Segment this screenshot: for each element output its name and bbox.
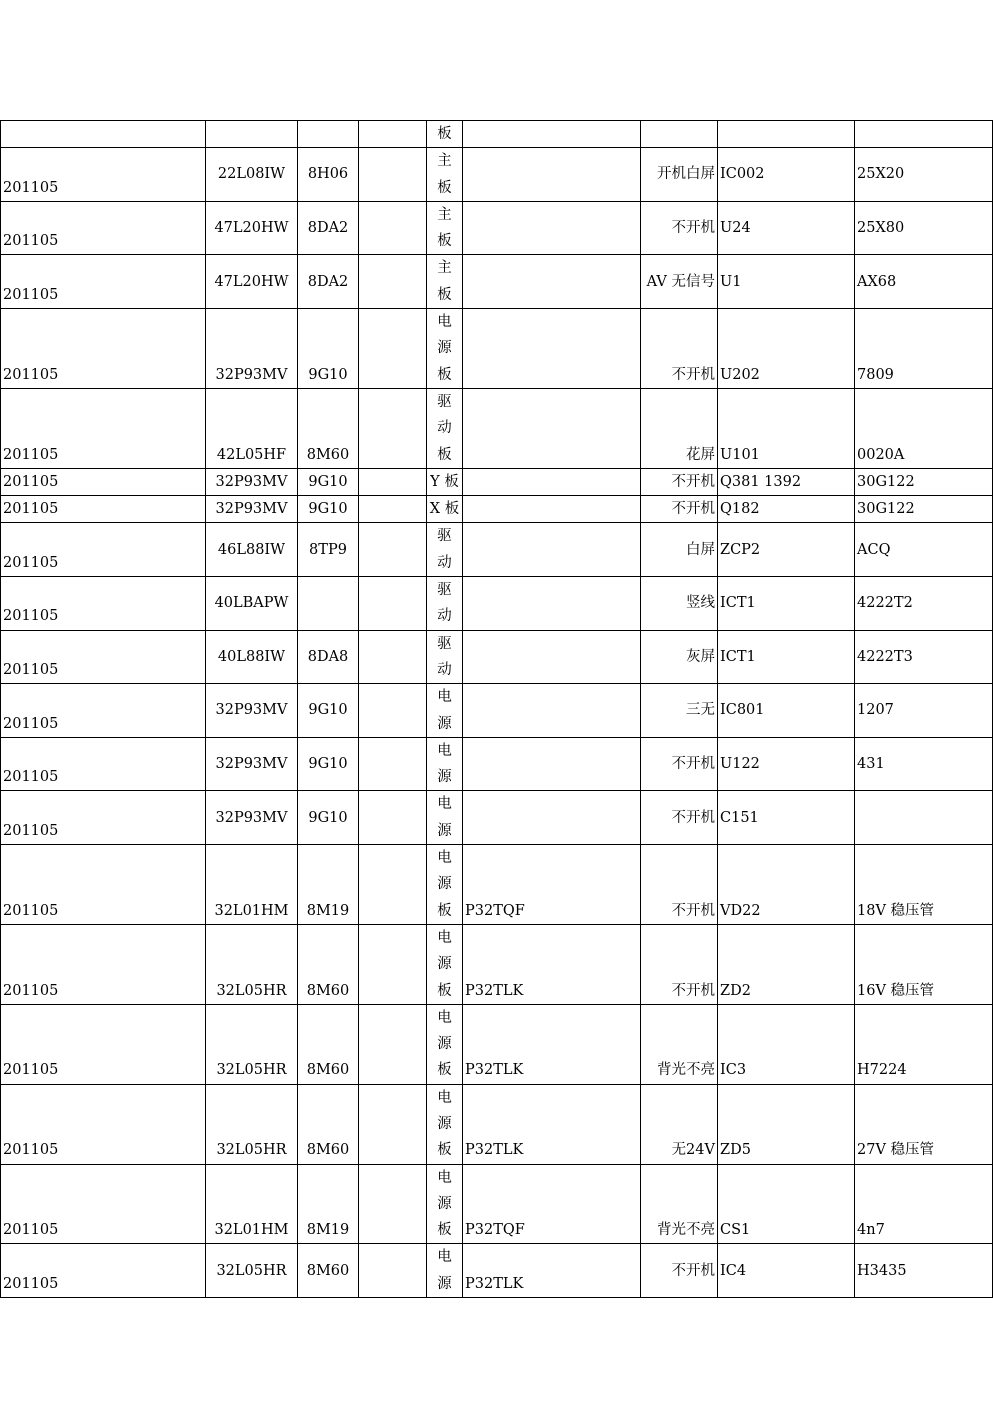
board-cell: [427, 791, 463, 845]
blank-cell: [359, 496, 427, 523]
spec-cell: [855, 121, 993, 148]
repair-record-table: [0, 120, 993, 1298]
spec-cell: 25X80: [855, 201, 993, 255]
spec-cell: 4n7: [855, 1164, 993, 1244]
board-code-cell: [463, 148, 641, 202]
board-char: 源: [437, 1115, 452, 1132]
date-cell: [1, 121, 206, 148]
table-body: [1, 121, 993, 1298]
fault-cell: 不开机: [641, 737, 718, 791]
board-char: 动: [437, 420, 452, 437]
board-cell: [427, 201, 463, 255]
part-cell: IC4: [718, 1244, 855, 1298]
board-code-cell: P32TLK: [463, 1084, 641, 1164]
model-cell: 42L05HF: [206, 388, 298, 468]
board-char: 板: [437, 1142, 452, 1159]
part-cell: VD22: [718, 845, 855, 925]
fault-cell: 不开机: [641, 845, 718, 925]
board-cell: [427, 523, 463, 577]
chassis-cell: 9G10: [298, 684, 359, 738]
blank-cell: [359, 577, 427, 631]
chassis-cell: 8M19: [298, 1164, 359, 1244]
part-cell: ICT1: [718, 577, 855, 631]
spec-cell: 4222T2: [855, 577, 993, 631]
chassis-cell: 8M60: [298, 1084, 359, 1164]
chassis-cell: 8TP9: [298, 523, 359, 577]
blank-cell: [359, 1164, 427, 1244]
board-code-cell: P32TLK: [463, 1244, 641, 1298]
date-cell: 201105: [1, 791, 206, 845]
chassis-cell: 9G10: [298, 496, 359, 523]
date-cell: 201105: [1, 684, 206, 738]
blank-cell: [359, 630, 427, 684]
board-char: 源: [437, 876, 452, 893]
spec-cell: H7224: [855, 1004, 993, 1084]
fault-cell: 不开机: [641, 924, 718, 1004]
spec-cell: 431: [855, 737, 993, 791]
board-char: 主: [437, 260, 452, 277]
board-code-cell: [463, 496, 641, 523]
chassis-cell: 8H06: [298, 148, 359, 202]
board-char: 电: [437, 929, 452, 946]
board-cell: [427, 1004, 463, 1084]
spec-cell: ACQ: [855, 523, 993, 577]
blank-cell: [359, 1244, 427, 1298]
board-code-cell: P32TQF: [463, 845, 641, 925]
blank-cell: [359, 924, 427, 1004]
board-cell: [427, 924, 463, 1004]
board-char: 板: [437, 126, 452, 142]
model-cell: [206, 121, 298, 148]
board-code-cell: [463, 737, 641, 791]
date-cell: 201105: [1, 148, 206, 202]
spec-cell: 0020A: [855, 388, 993, 468]
part-cell: CS1: [718, 1164, 855, 1244]
model-cell: 32P93MV: [206, 309, 298, 389]
blank-cell: [359, 388, 427, 468]
model-cell: 47L20HW: [206, 255, 298, 309]
spec-cell: 25X20: [855, 148, 993, 202]
board-char: 电: [437, 314, 452, 331]
board-char: 板: [437, 902, 452, 919]
table-row: [1, 496, 993, 523]
board-char: 电: [437, 796, 452, 813]
fault-cell: 开机白屏: [641, 148, 718, 202]
model-cell: 32P93MV: [206, 468, 298, 495]
fault-cell: 竖线: [641, 577, 718, 631]
board-char: 电: [437, 689, 452, 706]
board-cell: [427, 737, 463, 791]
board-code-cell: [463, 468, 641, 495]
board-char: 源: [437, 769, 452, 786]
board-cell: [427, 121, 463, 148]
table-row: [1, 309, 993, 389]
board-char: 板: [437, 366, 452, 383]
spec-cell: 7809: [855, 309, 993, 389]
board-char: 电: [437, 1249, 452, 1266]
date-cell: 201105: [1, 924, 206, 1004]
table-row: [1, 924, 993, 1004]
chassis-cell: 8M19: [298, 845, 359, 925]
board-cell: [427, 577, 463, 631]
blank-cell: [359, 1084, 427, 1164]
board-char: 电: [437, 1089, 452, 1106]
board-cell: [427, 255, 463, 309]
spec-cell: 27V 稳压管: [855, 1084, 993, 1164]
blank-cell: [359, 309, 427, 389]
fault-cell: 不开机: [641, 201, 718, 255]
board-char: 源: [437, 822, 452, 839]
date-cell: 201105: [1, 388, 206, 468]
board-code-cell: [463, 684, 641, 738]
chassis-cell: 8DA8: [298, 630, 359, 684]
table-row: [1, 577, 993, 631]
board-char: 板: [437, 233, 452, 250]
part-cell: ICT1: [718, 630, 855, 684]
board-code-cell: [463, 523, 641, 577]
board-char: 驱: [437, 528, 452, 545]
chassis-cell: [298, 121, 359, 148]
fault-cell: 背光不亮: [641, 1004, 718, 1084]
date-cell: 201105: [1, 630, 206, 684]
chassis-cell: 8DA2: [298, 201, 359, 255]
board-char: 动: [437, 608, 452, 625]
blank-cell: [359, 791, 427, 845]
spec-cell: AX68: [855, 255, 993, 309]
date-cell: 201105: [1, 577, 206, 631]
board-code-cell: [463, 309, 641, 389]
date-cell: 201105: [1, 845, 206, 925]
part-cell: IC3: [718, 1004, 855, 1084]
date-cell: 201105: [1, 496, 206, 523]
fault-cell: 花屏: [641, 388, 718, 468]
model-cell: 32L01HM: [206, 1164, 298, 1244]
table-row: [1, 1084, 993, 1164]
part-cell: Q182: [718, 496, 855, 523]
fault-cell: 不开机: [641, 309, 718, 389]
model-cell: 32P93MV: [206, 496, 298, 523]
table-row: [1, 1244, 993, 1298]
model-cell: 32P93MV: [206, 684, 298, 738]
board-char: 电: [437, 742, 452, 759]
table-row: [1, 1004, 993, 1084]
fault-cell: 背光不亮: [641, 1164, 718, 1244]
blank-cell: [359, 1004, 427, 1084]
board-char: 板: [437, 982, 452, 999]
table-row: [1, 684, 993, 738]
board-char: 主: [437, 206, 452, 223]
blank-cell: [359, 468, 427, 495]
board-char: 板: [437, 286, 452, 303]
date-cell: 201105: [1, 737, 206, 791]
blank-cell: [359, 201, 427, 255]
board-cell: [427, 309, 463, 389]
board-cell: [427, 388, 463, 468]
table-row: [1, 121, 993, 148]
part-cell: U101: [718, 388, 855, 468]
fault-cell: 灰屏: [641, 630, 718, 684]
chassis-cell: 9G10: [298, 309, 359, 389]
fault-cell: 无24V: [641, 1084, 718, 1164]
board-char: 源: [437, 1275, 452, 1292]
table-row: [1, 737, 993, 791]
table-row: [1, 845, 993, 925]
table-row: [1, 388, 993, 468]
fault-cell: 不开机: [641, 791, 718, 845]
spec-cell: 1207: [855, 684, 993, 738]
board-char: 动: [437, 554, 452, 571]
spec-cell: 18V 稳压管: [855, 845, 993, 925]
model-cell: 32P93MV: [206, 791, 298, 845]
fault-cell: [641, 121, 718, 148]
blank-cell: [359, 737, 427, 791]
spec-cell: 30G122: [855, 468, 993, 495]
model-cell: 32L05HR: [206, 1004, 298, 1084]
spec-cell: 4222T3: [855, 630, 993, 684]
board-code-cell: P32TQF: [463, 1164, 641, 1244]
board-code-cell: [463, 577, 641, 631]
board-char: 源: [437, 1036, 452, 1053]
board-code-cell: [463, 201, 641, 255]
model-cell: 47L20HW: [206, 201, 298, 255]
board-code-cell: [463, 121, 641, 148]
model-cell: 40L88IW: [206, 630, 298, 684]
part-cell: ZD5: [718, 1084, 855, 1164]
blank-cell: [359, 121, 427, 148]
model-cell: 32L05HR: [206, 924, 298, 1004]
spec-cell: 30G122: [855, 496, 993, 523]
chassis-cell: 9G10: [298, 468, 359, 495]
board-char: 电: [437, 1009, 452, 1026]
board-char: 驱: [437, 635, 452, 652]
date-cell: 201105: [1, 201, 206, 255]
board-char: 驱: [437, 582, 452, 599]
spec-cell: 16V 稳压管: [855, 924, 993, 1004]
board-char: 板: [437, 1222, 452, 1239]
model-cell: 32P93MV: [206, 737, 298, 791]
date-cell: 201105: [1, 468, 206, 495]
model-cell: 32L05HR: [206, 1244, 298, 1298]
board-char: 主: [437, 153, 452, 170]
date-cell: 201105: [1, 523, 206, 577]
blank-cell: [359, 523, 427, 577]
chassis-cell: 8M60: [298, 388, 359, 468]
table-row: [1, 255, 993, 309]
board-cell: [427, 630, 463, 684]
board-char: 电: [437, 850, 452, 867]
part-cell: [718, 121, 855, 148]
table-row: [1, 791, 993, 845]
table-row: [1, 523, 993, 577]
part-cell: Q381 1392: [718, 468, 855, 495]
table-row: [1, 148, 993, 202]
chassis-cell: 9G10: [298, 791, 359, 845]
date-cell: 201105: [1, 1164, 206, 1244]
model-cell: 40LBAPW: [206, 577, 298, 631]
model-cell: 46L88IW: [206, 523, 298, 577]
part-cell: U122: [718, 737, 855, 791]
board-code-cell: P32TLK: [463, 1004, 641, 1084]
date-cell: 201105: [1, 255, 206, 309]
chassis-cell: 9G10: [298, 737, 359, 791]
board-code-cell: [463, 791, 641, 845]
chassis-cell: 8DA2: [298, 255, 359, 309]
table-row: [1, 468, 993, 495]
board-cell: Y 板: [427, 468, 463, 495]
board-char: 源: [437, 715, 452, 732]
board-char: 板: [437, 179, 452, 196]
chassis-cell: 8M60: [298, 924, 359, 1004]
date-cell: 201105: [1, 1244, 206, 1298]
part-cell: C151: [718, 791, 855, 845]
board-cell: [427, 1244, 463, 1298]
fault-cell: 不开机: [641, 1244, 718, 1298]
board-code-cell: [463, 630, 641, 684]
part-cell: U202: [718, 309, 855, 389]
part-cell: ZD2: [718, 924, 855, 1004]
board-cell: [427, 845, 463, 925]
board-char: 源: [437, 956, 452, 973]
blank-cell: [359, 255, 427, 309]
blank-cell: [359, 845, 427, 925]
board-char: 动: [437, 661, 452, 678]
date-cell: 201105: [1, 309, 206, 389]
board-char: 源: [437, 340, 452, 357]
part-cell: U1: [718, 255, 855, 309]
fault-cell: 白屏: [641, 523, 718, 577]
model-cell: 32L05HR: [206, 1084, 298, 1164]
table-row: [1, 630, 993, 684]
blank-cell: [359, 148, 427, 202]
date-cell: 201105: [1, 1004, 206, 1084]
blank-cell: [359, 684, 427, 738]
chassis-cell: 8M60: [298, 1244, 359, 1298]
table-row: [1, 1164, 993, 1244]
spec-cell: H3435: [855, 1244, 993, 1298]
model-cell: 32L01HM: [206, 845, 298, 925]
chassis-cell: 8M60: [298, 1004, 359, 1084]
board-cell: [427, 1084, 463, 1164]
fault-cell: 三无: [641, 684, 718, 738]
chassis-cell: [298, 577, 359, 631]
spec-cell: [855, 791, 993, 845]
fault-cell: 不开机: [641, 496, 718, 523]
board-code-cell: [463, 255, 641, 309]
fault-cell: 不开机: [641, 468, 718, 495]
board-char: 源: [437, 1195, 452, 1212]
part-cell: IC002: [718, 148, 855, 202]
board-cell: X 板: [427, 496, 463, 523]
board-char: 板: [437, 1062, 452, 1079]
board-char: 电: [437, 1169, 452, 1186]
date-cell: 201105: [1, 1084, 206, 1164]
part-cell: IC801: [718, 684, 855, 738]
board-cell: [427, 148, 463, 202]
model-cell: 22L08IW: [206, 148, 298, 202]
board-code-cell: [463, 388, 641, 468]
board-char: 板: [437, 446, 452, 463]
board-cell: [427, 1164, 463, 1244]
part-cell: ZCP2: [718, 523, 855, 577]
part-cell: U24: [718, 201, 855, 255]
table-row: [1, 201, 993, 255]
board-cell: [427, 684, 463, 738]
fault-cell: AV 无信号: [641, 255, 718, 309]
board-code-cell: P32TLK: [463, 924, 641, 1004]
board-char: 驱: [437, 393, 452, 410]
